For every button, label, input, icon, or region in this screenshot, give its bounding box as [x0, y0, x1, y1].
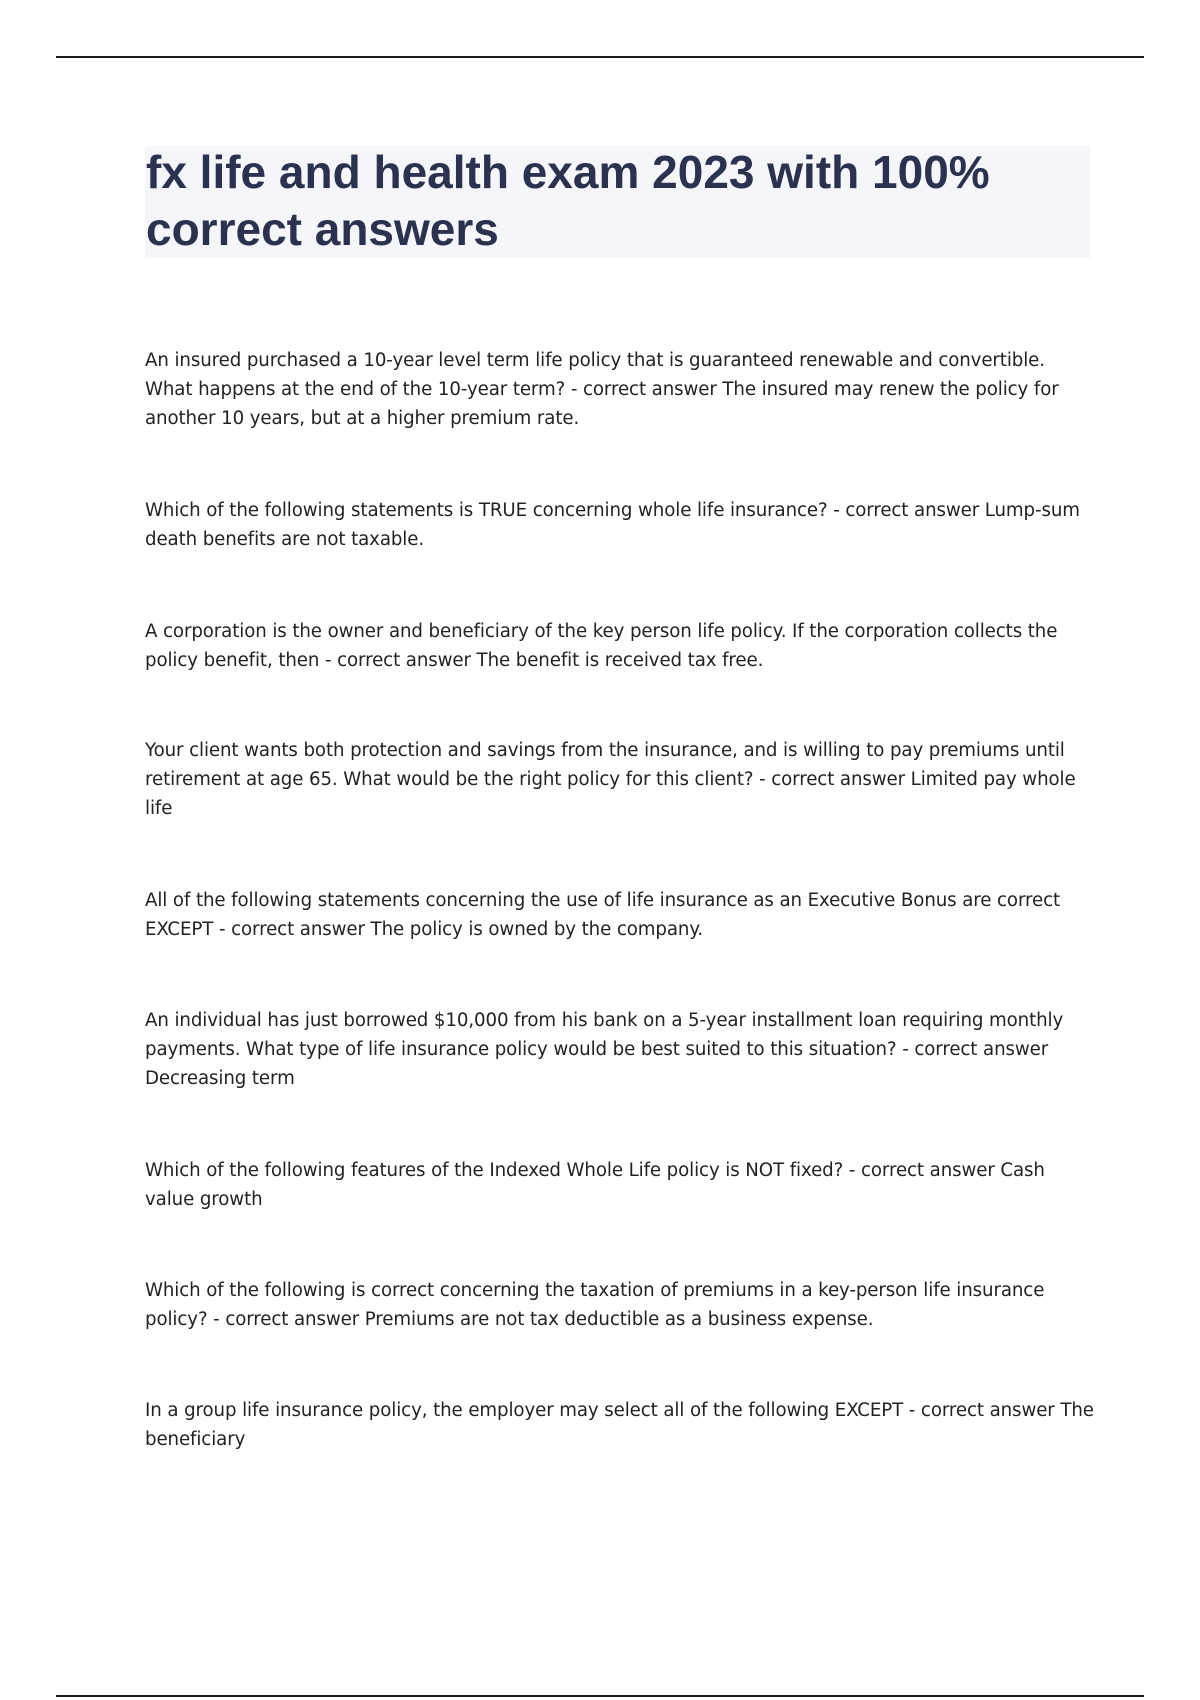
- top-divider: [56, 56, 1144, 58]
- qa-item: An individual has just borrowed $10,000 from his bank on a 5-year installment loan requiring monthly payments. What type of life insurance policy would be best suited to this situation? - correct answer Decreasing term: [145, 1010, 1064, 1089]
- qa-item: An insured purchased a 10-year level term life policy that is guaranteed renewable and convertible. What happens at the end of the 10-year term? - correct answer The insured may renew the policy for another 10 years, but at a higher premium rate.: [145, 350, 1059, 429]
- qa-item: Which of the following statements is TRUE concerning whole life insurance? - correct answer Lump-sum death benefits are not taxable.: [145, 500, 1080, 550]
- qa-item: Your client wants both protection and savings from the insurance, and is willing to pay premiums until retirement at age 65. What would be the right policy for this client? - correct answer Limited pay whole life: [145, 740, 1076, 819]
- qa-item: A corporation is the owner and beneficiary of the key person life policy. If the corporation collects the policy benefit, then - correct answer The benefit is received tax free.: [145, 621, 1058, 671]
- bottom-divider: [56, 1695, 1144, 1697]
- qa-item: All of the following statements concerning the use of life insurance as an Executive Bonus are correct EXCEPT - correct answer The policy is owned by the company.: [145, 890, 1061, 940]
- qa-item: Which of the following is correct concerning the taxation of premiums in a key-person life insurance policy? - correct answer Premiums are not tax deductible as a business expense.: [145, 1280, 1045, 1330]
- document-title: fx life and health exam 2023 with 100% correct answers: [146, 146, 990, 255]
- qa-item: In a group life insurance policy, the employer may select all of the following EXCEPT - correct answer The beneficiary: [145, 1400, 1094, 1450]
- qa-item: Which of the following features of the Indexed Whole Life policy is NOT fixed? - correct answer Cash value growth: [145, 1160, 1045, 1210]
